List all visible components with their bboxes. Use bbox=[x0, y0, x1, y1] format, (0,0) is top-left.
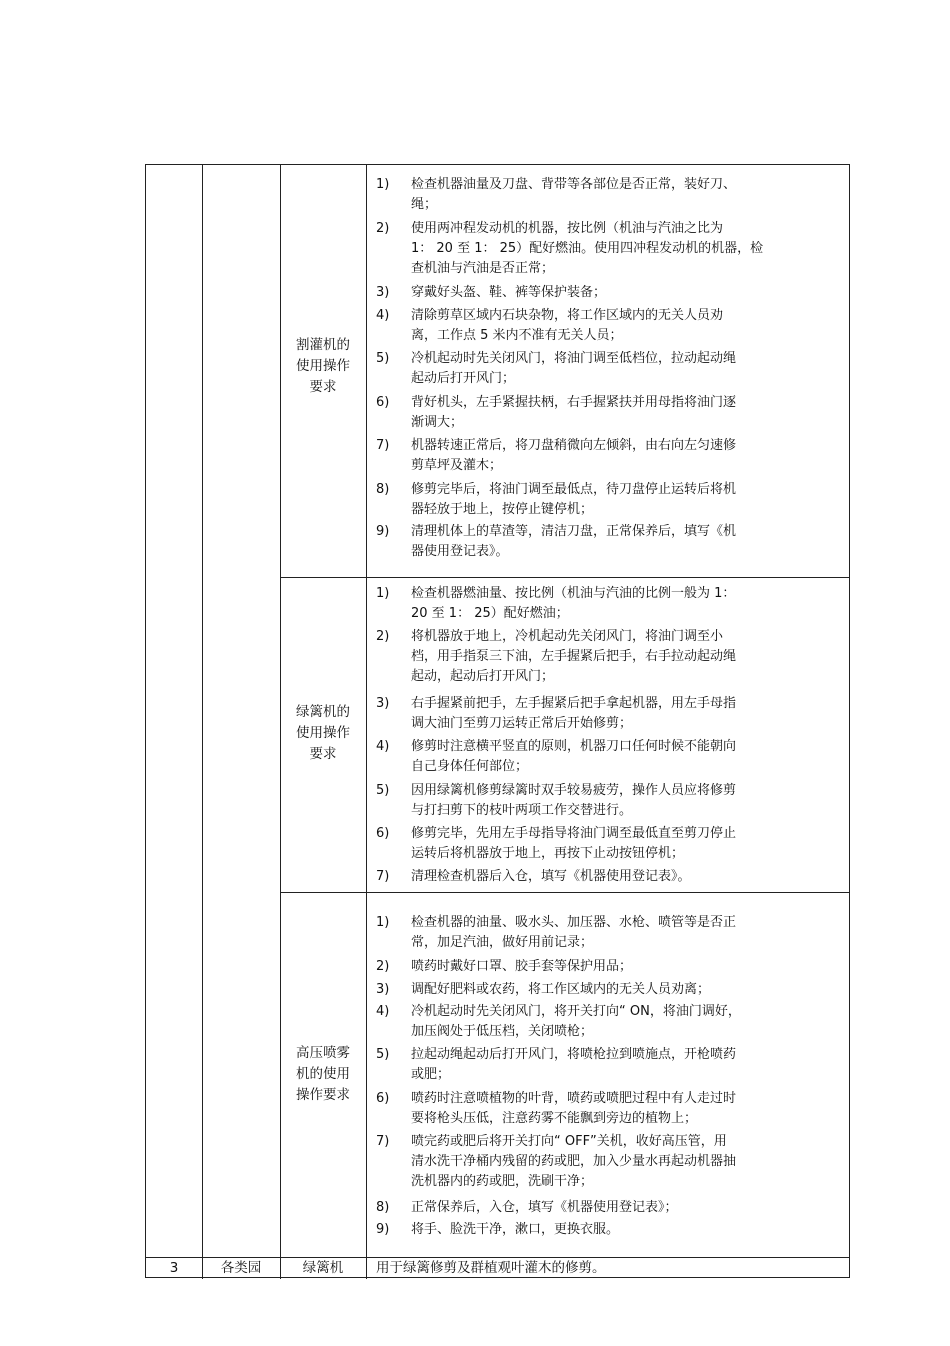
operation-requirements-table: 割灌机的 使用操作 要求 1) 检查机器油量及刀盘、背带等各部位是否正常，装好刀、 绳； 2) 使用两冲程发动机的机器，按比例（机油与汽油之比为 1： 20 至 1： 25）配好燃油。使用四冲程发动机的机器，检 查机油与汽油是否正常； 3) 穿戴好头盔、鞋、裤等保护装备； 4) 清除剪草区域内石块杂物，将工作区域内的无关人员劝 离，工作点 5 米内不准有无关人员； 5) 冷机起动时先关闭风门，将油门调至低档位，拉动起动绳 起动后打开风门； 6) 背好机头，左手紧握扶柄，右手握紧扶并用母指将油门逐 渐调大； 7) 机器转速正常后，将刀盘稍微向左倾斜，由右向左匀速修 剪草坪及灌木； 8) 修剪完毕后，将油门调至最低点，待刀盘停止运转后将机 器轻放于地上，按停止键停机； 9) 清理机体上的草渣等，清洁刀盘，正常保养后，填写《机 器使用登记表》。 绿篱机的 使用操作 要求 1) 检查机器燃油量、按比例（机油与汽油的比例一般为 1： 20 至 1： 25）配好燃油； 2) 将机器放于地上，冷机起动先关闭风门，将油门调至小 档，用手指泵三下油，左手握紧后把手，右手拉动起动绳 起动，起动后打开风门； 3) 右手握紧前把手，左手握紧后把手拿起机器，用左手母指 调大油门至剪刀运转正常后开始修剪； 4) 修剪时注意横平竖直的原则，机器刀口任何时候不能朝向 自己身体任何部位； 5) 因用绿篱机修剪绿篱时双手较易疲劳，操作人员应将修剪 与打扫剪下的枝叶两项工作交替进行。 6) 修剪完毕，先用左手母指导将油门调至最低直至剪刀停止 运转后将机器放于地上，再按下止动按钮停机； 7) 清理检查机器后入仓，填写《机器使用登记表》。 高压喷雾 机的使用 操作要求 1) 检查机器的油量、吸水头、加压器、水枪、喷管等是否正 常，加足汽油，做好用前记录； 2) 喷药时戴好口罩、胶手套等保护用品； 3) 调配好肥料或农药，将工作区域内的无关人员劝离； 4) 冷机起动时先关闭风门，将开关打向“ ON，将油门调好， 加压阀处于低压档，关闭喷枪； 5) 拉起动绳起动后打开风门，将喷枪拉到喷施点，开枪喷药 或肥； 6) 喷药时注意喷植物的叶背，喷药或喷肥过程中有人走过时 要将枪头压低，注意药雾不能飘到旁边的植物上； 7) 喷完药或肥后将开关打向“ OFF”关机，收好高压管，用 清水洗干净桶内残留的药或肥，加入少量水再起动机器抽 洗机器内的药或肥，洗刷干净； 8) 正常保养后，入仓，填写《机器使用登记表》； 9) 将手、脸洗干净，漱口，更换衣服。 3 各类园 绿篱机 用于绿篱修剪及群植观叶灌木的修剪。 bbox=[145, 164, 850, 1278]
section-label-brush-cutter: 割灌机的 使用操作 要求 bbox=[296, 337, 350, 395]
usage-description-cell: 用于绿篱修剪及群植观叶灌木的修剪。 bbox=[376, 1260, 606, 1276]
machine-name-cell: 绿篱机 bbox=[302, 1260, 344, 1276]
row-divider-2 bbox=[280, 892, 850, 893]
column-divider-1 bbox=[202, 165, 203, 1279]
section-label-high-pressure-sprayer: 高压喷雾 机的使用 操作要求 bbox=[296, 1045, 350, 1103]
column-divider-2 bbox=[280, 165, 281, 1279]
scope-cell: 各类园 bbox=[220, 1260, 262, 1276]
column-divider-3 bbox=[366, 165, 367, 1279]
row-divider-1 bbox=[280, 577, 850, 578]
section-label-hedge-trimmer: 绿篱机的 使用操作 要求 bbox=[296, 704, 350, 762]
row-number-cell: 3 bbox=[169, 1260, 179, 1276]
